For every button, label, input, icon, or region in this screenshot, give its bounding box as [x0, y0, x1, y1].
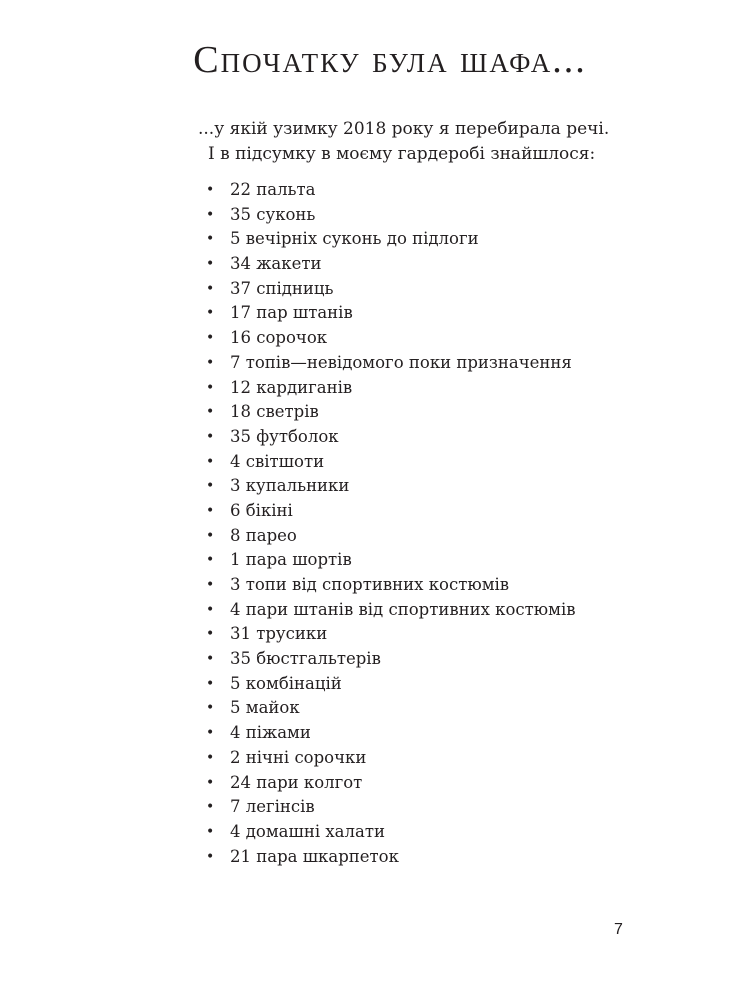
list-item-text: 35 бюстгальтерів	[230, 649, 381, 669]
list-item-text: 34 жакети	[230, 254, 322, 274]
bullet-icon: •	[206, 354, 215, 371]
list-item-text: 5 вечірніх суконь до підлоги	[230, 229, 479, 249]
bullet-icon: •	[206, 231, 215, 248]
bullet-icon: •	[206, 577, 215, 593]
bullet-icon: •	[206, 675, 215, 692]
list-item	[204, 474, 724, 499]
list-item	[204, 696, 724, 721]
list-item-text: 24 пари колгот	[230, 772, 363, 792]
bullet-icon: •	[206, 626, 215, 643]
bullet-icon: •	[206, 428, 215, 445]
list-item	[204, 548, 724, 573]
list-item-text: 5 майок	[230, 698, 300, 718]
bullet-icon: •	[206, 527, 215, 544]
bullet-icon: •	[206, 404, 215, 421]
list-item-text: 3 топи від спортивних костюмів	[230, 575, 510, 594]
list-item-text: 31 трусики	[230, 624, 328, 644]
intro-line-2: І в підсумку в моєму гардеробі знайшлося:	[208, 144, 596, 164]
bullet-icon: •	[206, 601, 215, 618]
list-item-text: 37 спідниць	[230, 278, 334, 298]
bullet-icon: •	[206, 799, 215, 816]
list-item-text: 35 футболок	[230, 426, 339, 446]
bullet-icon: •	[206, 502, 215, 519]
bullet-icon: •	[206, 453, 215, 470]
list-item	[204, 425, 724, 450]
list-item-text: 6 бікіні	[230, 500, 293, 520]
list-item	[204, 277, 724, 302]
list-item	[204, 252, 724, 277]
bullet-icon: •	[206, 330, 215, 347]
list-item-text: 35 суконь	[230, 204, 316, 224]
wardrobe-item-list	[204, 178, 724, 869]
list-item	[204, 845, 724, 870]
bullet-icon: •	[206, 256, 215, 273]
list-item	[204, 203, 724, 228]
list-item-text: 4 світшоти	[230, 451, 325, 471]
list-item-text: 5 комбінацій	[230, 673, 342, 693]
list-item-text: 7 легінсів	[230, 797, 315, 817]
list-item-text: 17 пар штанів	[230, 303, 353, 323]
list-item	[204, 622, 724, 647]
list-item-text: 4 пари штанів від спортивних костюмів	[230, 599, 576, 619]
list-item	[204, 351, 724, 376]
list-item	[204, 524, 724, 549]
list-item-text: 18 светрів	[230, 402, 319, 422]
list-item-text: 1 пара шортів	[230, 550, 352, 570]
list-item-text: 21 пара шкарпеток	[230, 846, 399, 866]
list-item	[204, 573, 724, 598]
list-item	[204, 227, 724, 252]
page-title: Спочатку була шафа...	[193, 39, 587, 81]
list-item	[204, 400, 724, 425]
list-item	[204, 771, 724, 796]
list-item	[204, 450, 724, 475]
bullet-icon: •	[206, 206, 215, 223]
intro-line-1: ...у якій узимку 2018 року я перебирала речі.	[198, 119, 610, 139]
list-item-text: 22 пальта	[230, 180, 316, 199]
list-item	[204, 795, 724, 820]
list-item	[204, 672, 724, 697]
bullet-icon: •	[206, 379, 215, 396]
list-item	[204, 820, 724, 845]
page-number: 7	[614, 921, 623, 938]
list-item	[204, 721, 724, 746]
bullet-icon: •	[206, 651, 215, 668]
list-item	[204, 376, 724, 401]
list-item	[204, 301, 724, 326]
bullet-icon: •	[206, 552, 215, 569]
list-item	[204, 326, 724, 351]
list-item-text: 7 топів—невідомого поки призначення	[230, 352, 572, 372]
bullet-icon: •	[206, 305, 215, 322]
bullet-icon: •	[206, 182, 215, 198]
bullet-icon: •	[206, 478, 215, 495]
list-item-text: 12 кардиганів	[230, 377, 353, 397]
bullet-icon: •	[206, 725, 215, 742]
list-item	[204, 178, 724, 203]
list-item	[204, 598, 724, 623]
bullet-icon: •	[206, 774, 215, 791]
list-item-text: 4 домашні халати	[230, 821, 385, 841]
bullet-icon: •	[206, 823, 215, 840]
list-item-text: 4 піжами	[230, 723, 311, 743]
intro-paragraph	[198, 117, 718, 167]
list-item-text: 2 нічні сорочки	[230, 747, 367, 767]
list-item-text: 16 сорочок	[230, 328, 328, 348]
list-item-text: 3 купальники	[230, 476, 350, 496]
bullet-icon: •	[206, 700, 215, 717]
list-item	[204, 746, 724, 771]
list-item	[204, 499, 724, 524]
bullet-icon: •	[206, 280, 215, 297]
bullet-icon: •	[206, 749, 215, 766]
list-item	[204, 647, 724, 672]
bullet-icon: •	[206, 848, 215, 865]
list-item-text: 8 парео	[230, 525, 297, 545]
